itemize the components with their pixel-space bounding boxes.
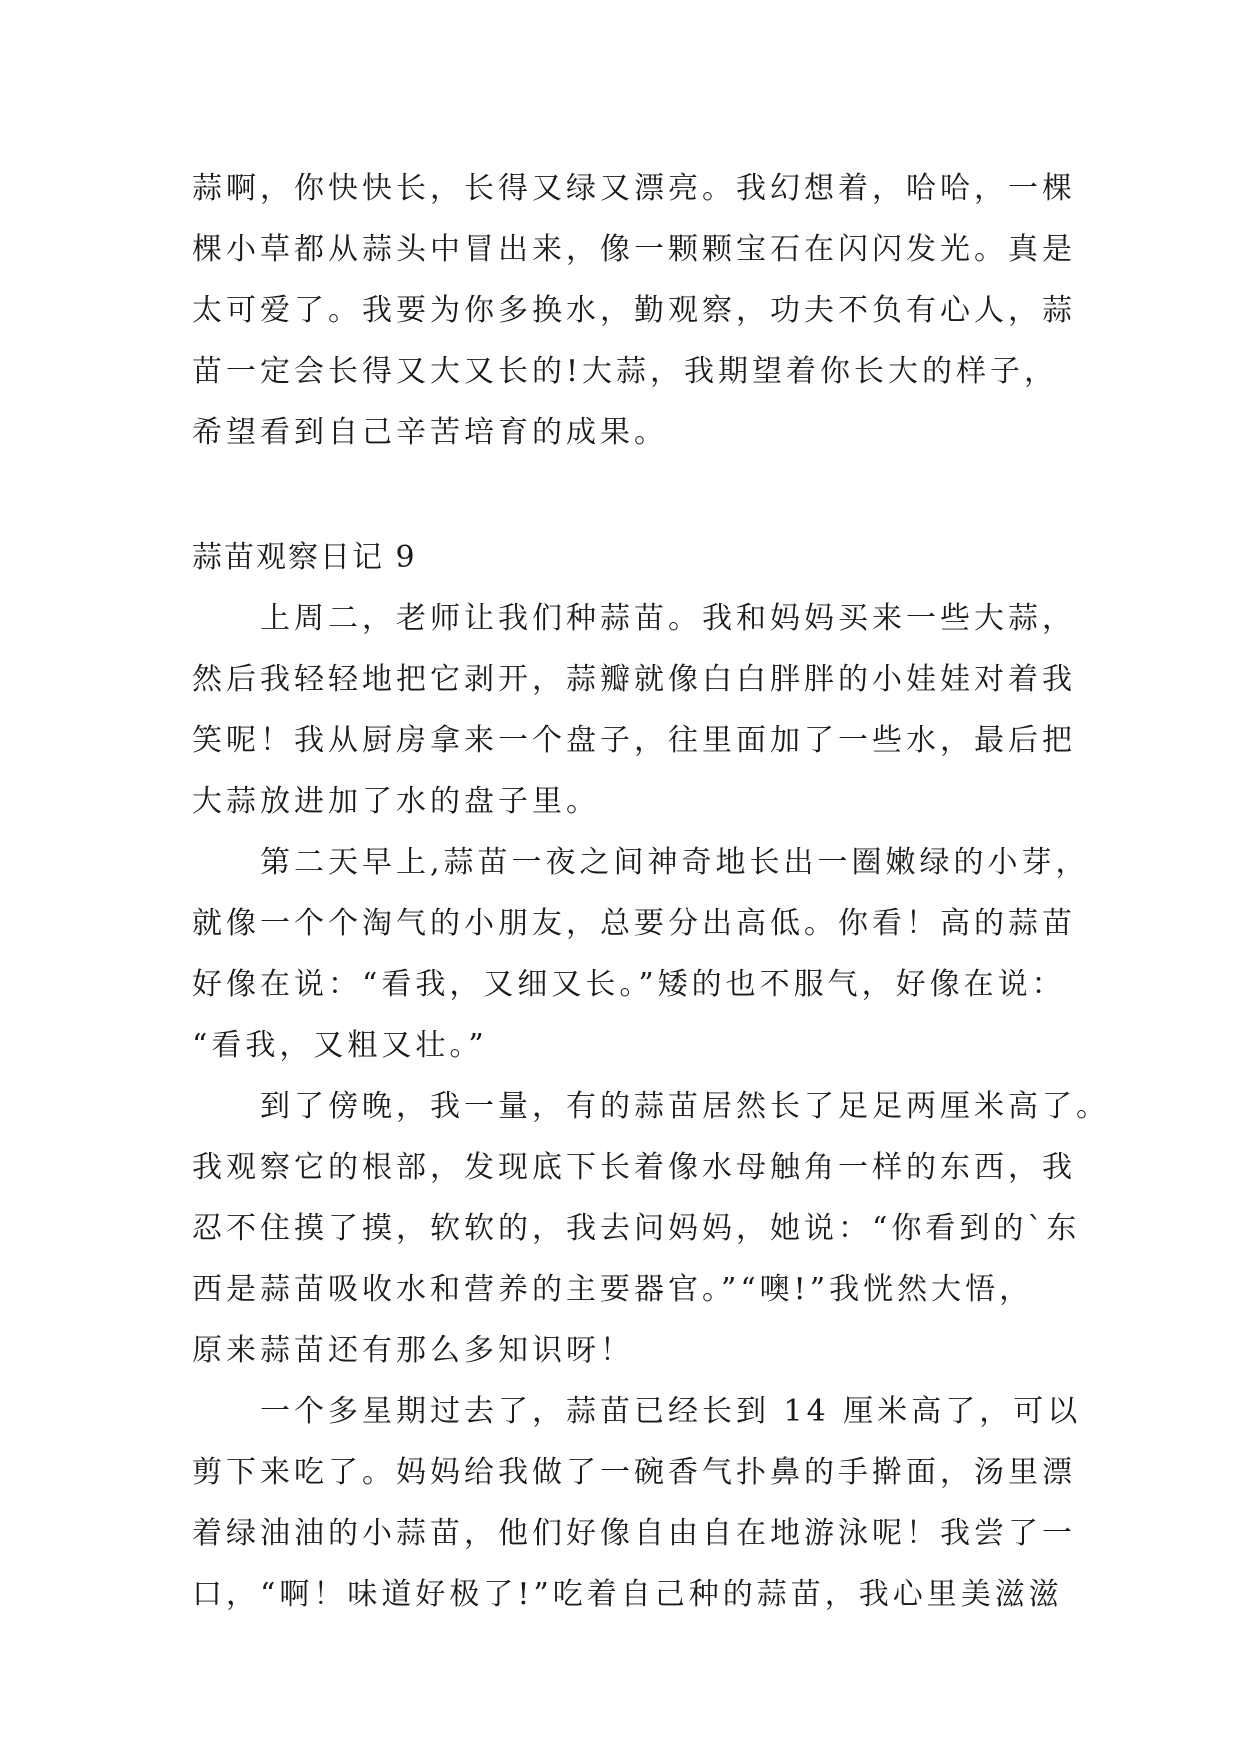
text-line: 笑呢！我从厨房拿来一个盘子，往里面加了一些水，最后把 bbox=[192, 723, 1076, 758]
text-line: 希望看到自己辛苦培育的成果。 bbox=[192, 415, 668, 450]
paragraph-1 bbox=[192, 588, 1076, 832]
paragraph-4 bbox=[192, 1381, 1082, 1625]
text-line: 第二天早上,蒜苗一夜之间神奇地长出一圈嫩绿的小芽， bbox=[260, 845, 1090, 880]
text-line: 苗一定会长得又大又长的!大蒜，我期望着你长大的样子， bbox=[192, 354, 1059, 389]
section-title: 蒜苗观察日记 9 bbox=[192, 540, 417, 575]
text-line: 我观察它的根部，发现底下长着像水母触角一样的东西，我 bbox=[192, 1150, 1076, 1185]
text-line: 剪下来吃了。妈妈给我做了一碗香气扑鼻的手擀面，汤里漂 bbox=[192, 1455, 1076, 1490]
text-line: 口，“啊！味道好极了!”吃着自己种的蒜苗，我心里美滋滋 bbox=[192, 1577, 1063, 1612]
document-body bbox=[192, 158, 1110, 1625]
text-line: 原来蒜苗还有那么多知识呀！ bbox=[192, 1333, 634, 1368]
text-line: 好像在说：“看我，又细又长。”矮的也不服气，好像在说： bbox=[192, 967, 1066, 1002]
text-line: 忍不住摸了摸，软软的，我去问妈妈，她说：“你看到的`东 bbox=[192, 1211, 1081, 1246]
text-line: 一个多星期过去了，蒜苗已经长到 14 厘米高了，可以 bbox=[260, 1394, 1082, 1429]
text-line: 上周二，老师让我们种蒜苗。我和妈妈买来一些大蒜， bbox=[260, 601, 1076, 636]
text-line: 着绿油油的小蒜苗，他们好像自由自在地游泳呢！我尝了一 bbox=[192, 1516, 1076, 1551]
text-line: 蒜啊，你快快长，长得又绿又漂亮。我幻想着，哈哈，一棵 bbox=[192, 171, 1076, 206]
section-spacer bbox=[192, 463, 1052, 527]
paragraph-3 bbox=[192, 1076, 1110, 1381]
text-line: 大蒜放进加了水的盘子里。 bbox=[192, 784, 600, 819]
text-line: 棵小草都从蒜头中冒出来，像一颗颗宝石在闪闪发光。真是 bbox=[192, 232, 1076, 267]
text-line: 太可爱了。我要为你多换水，勤观察，功夫不负有心人，蒜 bbox=[192, 293, 1076, 328]
text-line: 然后我轻轻地把它剥开，蒜瓣就像白白胖胖的小娃娃对着我 bbox=[192, 662, 1076, 697]
text-line: 就像一个个淘气的小朋友，总要分出高低。你看！高的蒜苗 bbox=[192, 906, 1076, 941]
text-line: 西是蒜苗吸收水和营养的主要器官。”“噢!”我恍然大悟， bbox=[192, 1272, 1034, 1307]
text-line: 到了傍晚，我一量，有的蒜苗居然长了足足两厘米高了。 bbox=[260, 1089, 1110, 1124]
text-line: “看我，又粗又壮。” bbox=[192, 1028, 488, 1063]
intro-paragraph bbox=[192, 158, 1076, 463]
paragraph-2 bbox=[192, 832, 1090, 1076]
